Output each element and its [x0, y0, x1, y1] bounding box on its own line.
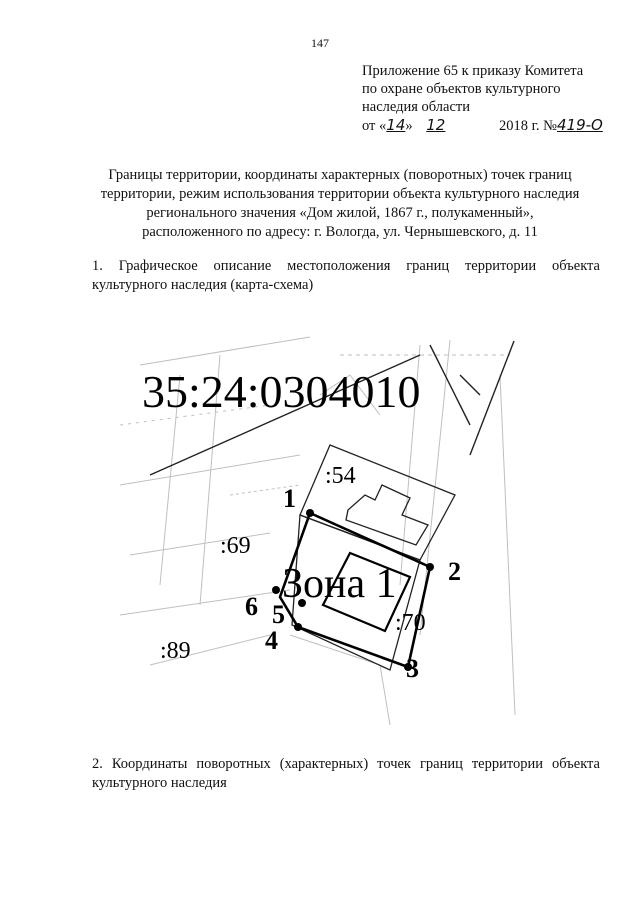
date-year: 2018 г. №	[498, 118, 557, 134]
point-label-5: 5	[272, 600, 285, 629]
point-label-4: 4	[265, 626, 278, 655]
appendix-header	[362, 62, 622, 135]
parcel-label-69: :69	[220, 533, 251, 559]
date-mid: »	[405, 118, 413, 134]
page-number: 147	[311, 36, 329, 50]
parcel-label-54: :54	[325, 463, 356, 489]
zone-label: Зона 1	[282, 561, 397, 607]
point-label-1: 1	[283, 484, 296, 513]
appendix-line-3: наследия области	[362, 99, 471, 115]
title-line-3: регионального значения «Дом жилой, 1867 г., полукаменный»,	[146, 205, 534, 221]
point-4-marker	[294, 623, 302, 631]
point-6-marker	[272, 586, 280, 594]
appendix-line-1: Приложение 65 к приказу Комитета	[362, 63, 584, 79]
appendix-line-2: по охране объектов культурного	[362, 81, 561, 97]
point-2-marker	[426, 563, 434, 571]
order-number: 419-О	[557, 116, 603, 134]
parcel-label-70: :70	[395, 610, 426, 636]
title-line-1: Границы территории, координаты характерных (поворотных) точек границ	[108, 167, 572, 183]
title-line-2: территории, режим использования территории объекта культурного наследия	[100, 186, 580, 202]
cadastral-block-label: 35:24:0304010	[142, 366, 421, 417]
site-map	[120, 335, 540, 725]
point-1-marker	[306, 509, 314, 517]
document-title	[60, 166, 620, 242]
section-2-heading: 2. Координаты поворотных (характерных) точек границ территории объекта культурного наследия	[92, 756, 600, 791]
point-label-2: 2	[448, 557, 461, 586]
date-day: 14	[386, 116, 406, 134]
date-prefix: от «	[362, 118, 387, 134]
parcel-label-89: :89	[160, 638, 191, 664]
section-1-heading: 1. Графическое описание местоположения границ территории объекта культурного наследия (карта-схема)	[92, 258, 600, 293]
appendix-date-line	[362, 116, 622, 135]
point-label-3: 3	[406, 654, 419, 683]
date-month: 12	[426, 116, 446, 134]
point-label-6: 6	[245, 592, 258, 621]
title-line-4: расположенного по адресу: г. Вологда, ул. Чернышевского, д. 11	[142, 224, 538, 240]
